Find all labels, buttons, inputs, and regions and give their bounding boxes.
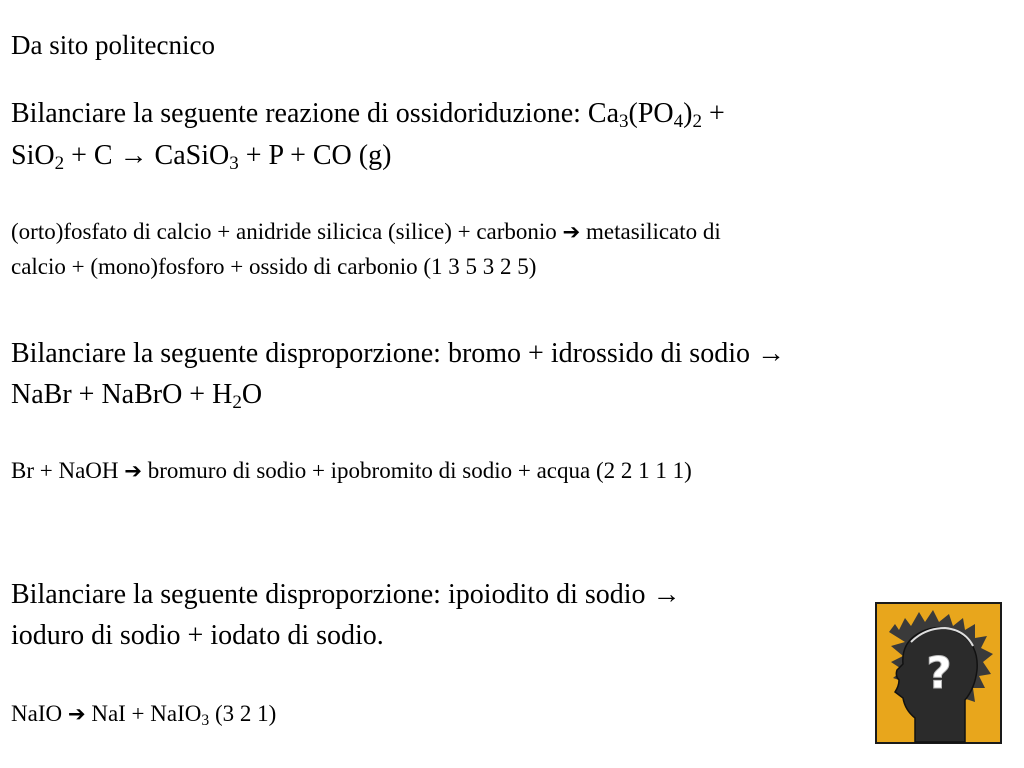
exercise1-solution-line2	[11, 252, 536, 282]
text: Br + NaOH	[11, 458, 125, 483]
text: )	[683, 98, 693, 129]
text: + C → CaSiO	[64, 140, 230, 171]
question-head-svg	[875, 602, 1002, 744]
exercise2-solution	[11, 456, 692, 486]
exercise2-title-line2	[11, 378, 262, 412]
exercise3-solution	[11, 699, 276, 729]
text: (3 2 1)	[209, 701, 277, 726]
text: NaI + NaIO	[85, 701, 202, 726]
exercise3-title-line2	[11, 619, 384, 653]
logo-question-mark: ?	[926, 648, 952, 699]
exercise2-title-line1	[11, 337, 785, 371]
subscript: 3	[201, 711, 210, 729]
text: bromuro di sodio + ipobromito di sodio + acqua (2 2 1 1 1)	[142, 458, 692, 483]
right-arrow-icon: ➔	[562, 219, 581, 244]
question-head-icon	[875, 602, 1002, 744]
text: SiO	[11, 140, 55, 171]
text: NaIO	[11, 701, 68, 726]
subscript: 2	[54, 152, 65, 174]
text: (PO	[628, 98, 674, 129]
text: +	[702, 98, 725, 129]
text: NaBr + NaBrO + H	[11, 379, 233, 410]
text: metasilicato di	[580, 219, 721, 244]
subscript: 4	[673, 110, 684, 132]
text: + P + CO (g)	[238, 140, 392, 171]
text: Bilanciare la seguente reazione di ossidoriduzione: Ca	[11, 98, 620, 129]
text: (orto)fosfato di calcio + anidride silicica (silice) + carbonio	[11, 219, 563, 244]
subscript: 2	[692, 110, 703, 132]
text: calcio + (mono)fosforo + ossido di carbonio (1 3 5 3 2 5)	[11, 254, 537, 279]
right-arrow-icon: ➔	[124, 458, 142, 483]
source-text: Da sito politecnico	[11, 30, 215, 60]
exercise1-title-line1	[11, 97, 725, 131]
text: Bilanciare la seguente disproporzione: ipoiodito di sodio →	[11, 579, 681, 610]
subscript: 2	[232, 391, 242, 413]
exercise1-solution-line1	[11, 217, 721, 247]
subscript: 3	[229, 152, 239, 174]
text: ioduro di sodio + iodato di sodio.	[11, 620, 384, 651]
subscript: 3	[619, 110, 629, 132]
exercise3-title-line1	[11, 578, 681, 612]
text: O	[241, 379, 263, 410]
source-label	[11, 28, 215, 62]
right-arrow-icon: ➔	[67, 701, 86, 726]
exercise1-title-line2	[11, 139, 391, 173]
text: Bilanciare la seguente disproporzione: bromo + idrossido di sodio →	[11, 338, 785, 369]
